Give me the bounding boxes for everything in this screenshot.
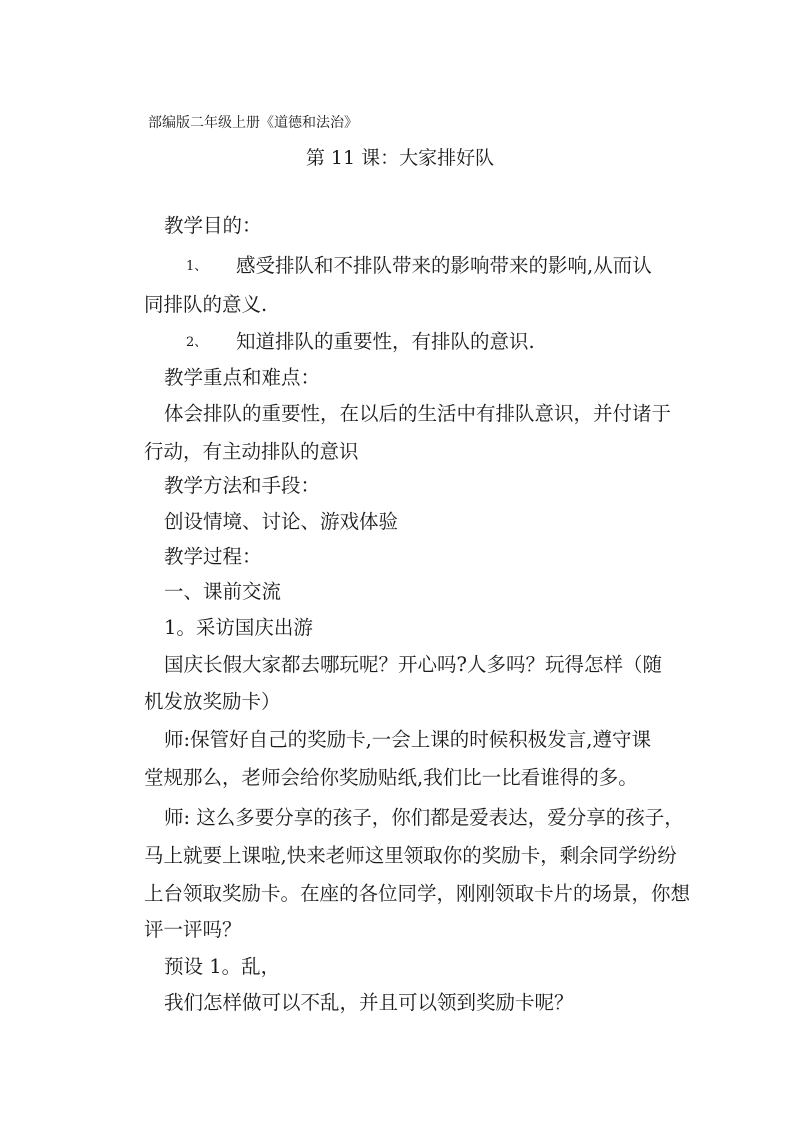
teacher-paragraph-2-line-4: 评一评吗？ [144,918,242,941]
goal-1 [186,256,652,276]
process-heading: 教学过程： [164,545,262,568]
teacher-paragraph-2: 师: 这么多要分享的孩子，你们都是爱表达，爱分享的孩子， [164,806,684,829]
key-points-heading: 教学重点和难点： [164,366,321,389]
teacher-paragraph-2-line-3: 上台领取奖励卡。在座的各位同学，刚刚领取卡片的场景，你想 [144,882,691,905]
section-1-heading: 一、课前交流 [164,580,282,603]
discussion-question: 我们怎样做可以不乱，并且可以领到奖励卡呢？ [164,991,574,1014]
goal-1-text: 感受排队和不排队带来的影响带来的影响,从而认 [236,254,652,277]
method-heading: 教学方法和手段： [164,474,321,497]
goal-2-text: 知道排队的重要性，有排队的意识. [236,330,535,353]
goal-2 [186,332,535,352]
goal-1-number: 1、 [186,259,208,274]
method-text: 创设情境、讨论、游戏体验 [164,510,399,533]
question-paragraph-continued: 机发放奖励卡） [144,690,281,713]
preset-1: 预设 1。乱， [164,955,281,978]
item-1: 1。采访国庆出游 [164,616,313,639]
question-paragraph: 国庆长假大家都去哪玩呢？开心吗?人多吗？玩得怎样（随 [164,653,662,676]
teacher-paragraph-2-line-2: 马上就要上课啦,快来老师这里领取你的奖励卡，剩余同学纷纷 [144,844,677,867]
teacher-paragraph-1-continued: 堂规那么，老师会给你奖励贴纸,我们比一比看谁得的多。 [144,766,638,789]
key-points-continued: 行动，有主动排队的意识 [144,440,359,463]
goals-heading: 教学目的： [164,214,262,237]
document-header: 部编版二年级上册《道德和法治》 [148,115,358,131]
key-points-text: 体会排队的重要性，在以后的生活中有排队意识，并付诸于 [164,402,672,425]
lesson-title: 第 11 课：大家排好队 [305,147,495,169]
goal-2-number: 2、 [186,335,208,350]
goal-1-continued: 同排队的意义. [144,293,268,316]
teacher-paragraph-1: 师:保管好自己的奖励卡,一会上课的时候积极发言,遵守课 [164,728,651,751]
